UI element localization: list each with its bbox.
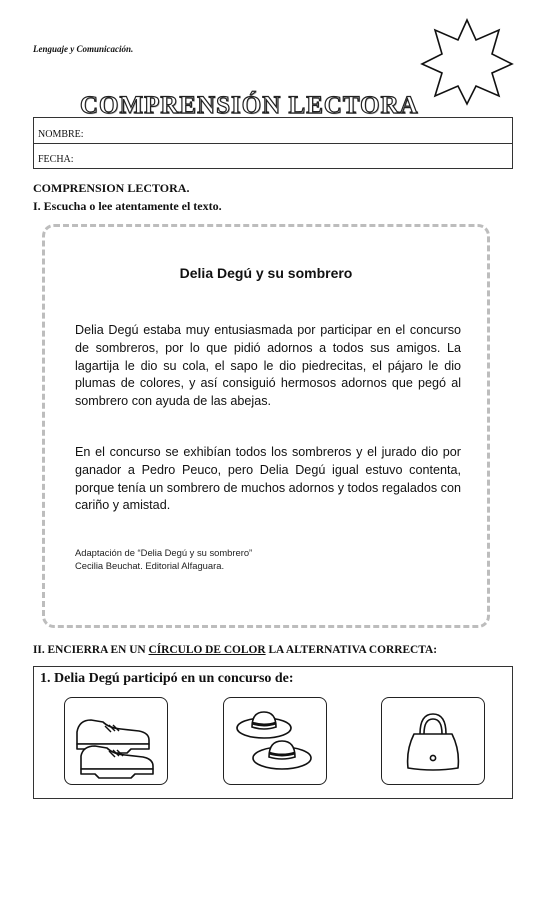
- page-title: COMPRENSIÓN LECTORA: [80, 92, 419, 119]
- date-row[interactable]: [34, 144, 512, 168]
- date-label: FECHA:: [38, 154, 74, 165]
- question-1-text: 1. Delia Degú participó en un concurso de:: [40, 671, 294, 686]
- student-info-box: [33, 117, 513, 169]
- section2-instruction-suffix: LA ALTERNATIVA CORRECTA:: [265, 644, 438, 656]
- story-credit-author: Cecilia Beuchat. Editorial Alfaguara.: [75, 560, 225, 571]
- option-hats[interactable]: [223, 697, 327, 785]
- story-paragraph-1: Delia Degú estaba muy entusiasmada por participar en el concurso de sombreros, por lo que pidió adornos a todos sus amigos. La lagartija le dio su cola, el sapo le dio piedrecitas, el pájaro le dio plumas de colores, y así consiguió hermosos adornos que pegó al sombrero con ayuda de las abejas.: [75, 323, 461, 409]
- name-row[interactable]: [34, 118, 512, 144]
- story-credit-title: Adaptación de “Delia Degú y su sombrero”: [75, 547, 253, 558]
- shoes-icon: [65, 698, 167, 784]
- name-label: NOMBRE:: [38, 129, 84, 140]
- section2-instruction-underlined: CÍRCULO DE COLOR: [148, 644, 266, 656]
- star-icon: [420, 18, 514, 106]
- section1-heading: COMPRENSION LECTORA.: [33, 181, 190, 195]
- handbag-icon: [382, 698, 484, 784]
- section2-instruction-prefix: II. ENCIERRA EN UN: [33, 644, 149, 656]
- story-title: Delia Degú y su sombrero: [179, 265, 353, 281]
- section2-instruction: [33, 644, 437, 656]
- option-shoes[interactable]: [64, 697, 168, 785]
- story-paragraph-2: En el concurso se exhibían todos los sombreros y el jurado dio por ganador a Pedro Peuco, pero Delia Degú igual estuvo contenta, porque tenía un sombrero de muchos adornos y todos regalados con cariño y amistad.: [75, 445, 461, 513]
- section1-instruction: I. Escucha o lee atentamente el texto.: [33, 199, 222, 213]
- hats-icon: [224, 698, 326, 784]
- story-box: [42, 224, 490, 628]
- option-handbag[interactable]: [381, 697, 485, 785]
- subject-label: Lenguaje y Comunicación.: [33, 44, 134, 54]
- question-1-box: [33, 666, 513, 799]
